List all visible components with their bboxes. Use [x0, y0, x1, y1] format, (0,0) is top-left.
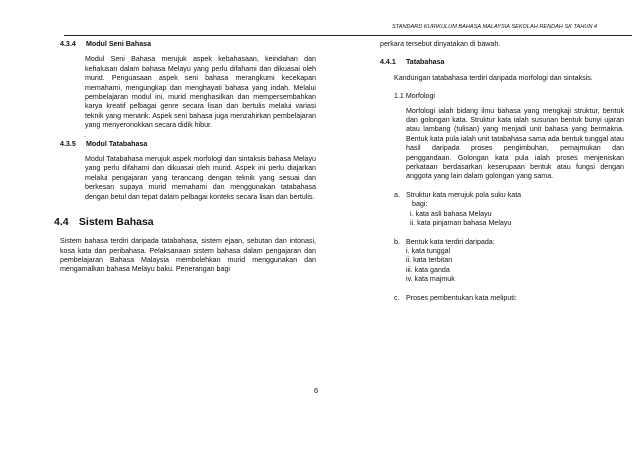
section-title: Sistem Bahasa [78, 216, 154, 229]
section-title: Modul Tatabahasa [85, 139, 148, 148]
section-heading-4-3-5 [60, 140, 316, 149]
section-number: 4.4 [54, 216, 69, 229]
list-marker: b. [394, 237, 400, 246]
list-marker: c. [394, 293, 400, 302]
list-text-continued: bagi: [412, 200, 428, 209]
list-item: iii. kata ganda [406, 265, 450, 274]
list-text: Proses pembentukan kata meliputi: [406, 293, 517, 302]
list-item: iv. kata majmuk [406, 275, 455, 284]
subsection-body: Morfologi ialah bidang ilmu bahasa yang mengkaji struktur, bentuk dan golongan kata. Struktur kata ialah susunan bentuk bunyi ujaran atau lambang (tulisan) yang menjadi unit bahasa yang bermakna. Bentuk kata pula ialah unit tatabahasa sama ada bentuk tunggal atau hasil daripada proses pengimbuhan, pemajmukan dan penggandaan. Golongan kata pula ialah proses menjeniskan perkataan berdasarkan keserupaan bentuk atau fungsi dengan anggota yang lain dalam golongan yang sama. [406, 106, 624, 181]
list-item-a [372, 191, 624, 200]
section-number: 4.4.1 [380, 58, 396, 67]
section-heading-4-4-1 [372, 58, 624, 67]
list-item: ii. kata terbitan [406, 256, 453, 265]
left-column [54, 40, 316, 275]
list-item: i. kata tunggal [406, 246, 451, 255]
list-item: ii. kata pinjaman bahasa Melayu [410, 219, 512, 228]
sublist-b [372, 247, 624, 285]
page-number: 6 [314, 386, 319, 395]
continued-text: perkara tersebut dinyatakan di bawah. [380, 40, 501, 48]
sublist-a [372, 210, 624, 229]
section-body: Kandungan tatabahasa terdiri daripada morfologi dan sintaksis. [394, 73, 593, 82]
list-item-b [372, 238, 624, 247]
list-item-c [372, 294, 624, 303]
section-body: Modul Tatabahasa merujuk aspek morfologi dan sintaksis bahasa Melayu yang perlu difahami dan dikuasai oleh murid. Aspek ini perlu diajarkan melalui pengajaran yang terancang dengan teknik yang sesuai dan berkesan supaya murid memahami dan menggunakan tatabahasa dengan betul dan tepat dalam pelbagai konteks secara lisan dan bertulis. [85, 155, 316, 201]
list-item: i. kata asli bahasa Melayu [410, 209, 492, 218]
list-text: Bentuk kata terdiri daripada: [406, 237, 495, 246]
list-marker: a. [394, 190, 400, 199]
section-number: 4.3.5 [60, 139, 76, 148]
stray-dot: . [84, 130, 86, 139]
section-title: Tatabahasa [405, 58, 445, 67]
running-header: STANDARD KURIKULUM BAHASA MALAYSIA SEKOLAH RENDAH SK TAHUN 4 [392, 24, 598, 30]
right-column [372, 40, 624, 303]
section-body: Modul Seni Bahasa merujuk aspek kebahasaan, keindahan dan kehalusan dalam bahasa Melayu yang perlu difahami dan dikuasai oleh murid. Penguasaan aspek seni bahasa merangkumi kecekapan memahami, mengungkap dan menghayati bahasa yang indah. Melalui pembelajaran modul ini, murid menghasilkan dan mempersembahkan karya kreatif pelbagai genre secara lisan dan bertulis melalui variasi teknik yang menarik. Aspek seni bahasa juga menzahirkan pembelajaran yang menyeronokkan secara didik hibur. [85, 55, 316, 130]
list-text: Struktur kata merujuk pola suku kata [406, 190, 522, 199]
subsection-heading-1-1: 1.1 Morfologi [394, 92, 436, 101]
section-title: Modul Seni Bahasa [85, 40, 152, 48]
section-heading-4-3-4 [60, 40, 316, 49]
section-heading-4-4 [54, 216, 316, 228]
section-number: 4.3.4 [60, 40, 76, 48]
section-body: Sistem bahasa terdiri daripada tatabahasa, sistem ejaan, sebutan dan intonasi, kosa kata dan peribahasa. Pelaksanaan sistem bahasa dalam pengajaran dan pembelajaran Bahasa Malaysia membolehkan murid menggunakan dan mengamalkan bahasa Melayu baku. Penerangan bagi [60, 237, 316, 274]
header-rule [64, 35, 632, 36]
